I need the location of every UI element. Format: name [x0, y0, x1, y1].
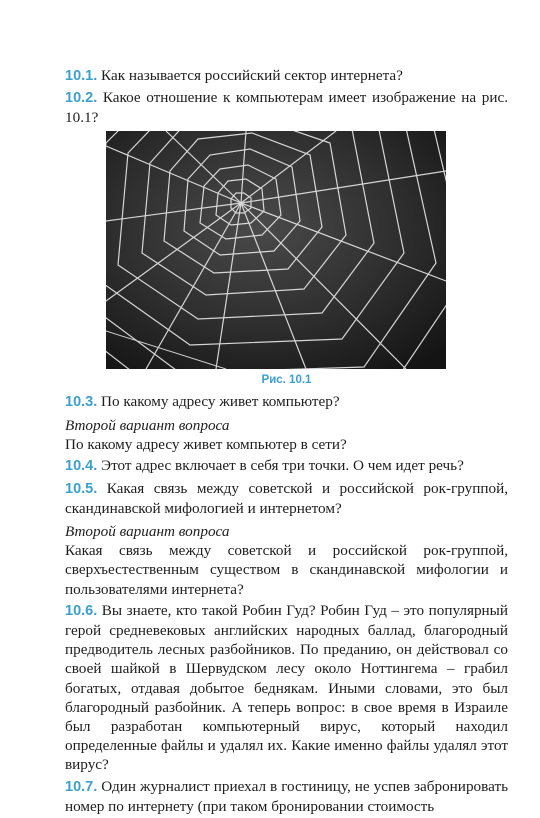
question-number: 10.4.	[65, 458, 98, 475]
variant-text: Какая связь между советской и российской рок-группой, сверхъестественным существом в скандинавской мифологии и пользователями интернета?	[65, 542, 508, 598]
question-10-3	[65, 392, 508, 412]
question-text: Один журналист приехал в гостиницу, не успев забронировать номер по интернету (при таком бронировании стоимость	[65, 777, 509, 815]
question-number: 10.1.	[65, 68, 98, 84]
question-10-4	[65, 456, 508, 476]
question-10-5	[65, 479, 508, 518]
question-text: Какое отношение к компьютерам имеет изображение на рис. 10.1?	[65, 89, 508, 127]
variant-label: Второй вариант вопроса	[65, 523, 230, 541]
question-text: Вы знаете, кто такой Робин Гуд? Робин Гуд – это популярный герой средневековых английских народных баллад, благородный предводитель лесных разбойников. По преданию, он действовал со своей шайкой в Шервудском лесу около Ноттингема – грабил богатых, отдавая добытое беднякам. Иными словами, это был благородный разбойник. А теперь вопрос: в свое время в Израиле был разработан компьютерный вирус, который находил определенные файлы и удалял их. Какие именно файлы удалял этот вирус?	[65, 601, 508, 774]
question-number: 10.5.	[65, 480, 98, 497]
spider-web-image	[106, 131, 446, 369]
question-10-1	[65, 66, 508, 86]
question-10-2	[65, 88, 508, 127]
question-10-7	[65, 777, 508, 816]
question-10-6	[65, 601, 508, 775]
question-number: 10.3.	[65, 393, 98, 410]
question-number: 10.2.	[65, 90, 98, 107]
page-content	[65, 66, 508, 818]
variant-text: По какому адресу живет компьютер в сети?	[65, 436, 347, 454]
variant-label: Второй вариант вопроса	[65, 417, 230, 435]
question-text: Этот адрес включает в себя три точки. О чем идет речь?	[101, 457, 464, 475]
question-number: 10.7.	[65, 778, 98, 795]
figure-caption: Рис. 10.1	[261, 373, 312, 386]
question-number: 10.6.	[65, 602, 98, 619]
question-text: По какому адресу живет компьютер?	[101, 392, 340, 410]
question-text: Какая связь между советской и российской рок-группой, скандинавской мифологией и интернетом?	[65, 479, 509, 517]
question-text: Как называется российский сектор интернета?	[101, 67, 403, 84]
